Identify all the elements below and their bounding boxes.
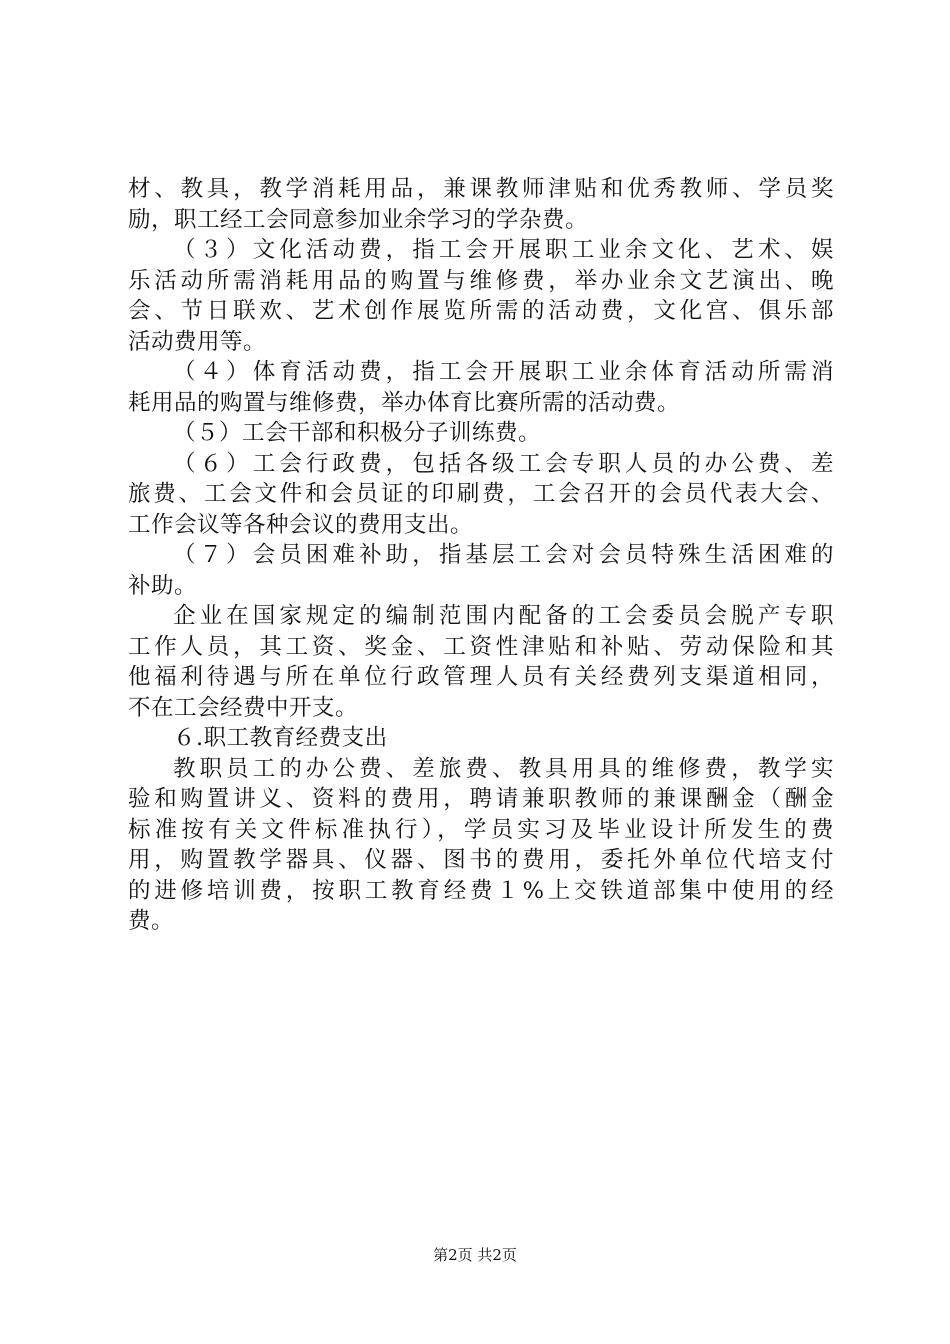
text-line: 教职员工的办公费、差旅费、教具用具的维修费，教学实	[173, 755, 834, 782]
text-line: 费。	[128, 908, 175, 934]
text-line: 耗用品的购置与维修费，举办体育比赛所需的活动费。	[128, 389, 681, 416]
text-line: 活动费用等。	[128, 328, 267, 355]
text-line: 他福利待遇与所在单位行政管理人员有关经费列支渠道相同，	[128, 664, 834, 690]
text-line: 乐活动所需消耗用品的购置与维修费，举办业余文艺演出、晚	[128, 267, 834, 294]
page-number-footer: 第2页 共2页	[433, 1246, 517, 1264]
text-line: （６）工会行政费，包括各级工会专职人员的办公费、差	[173, 450, 834, 477]
text-line: （４）体育活动费，指工会开展职工业余体育活动所需消	[173, 359, 834, 385]
text-line: 旅费、工会文件和会员证的印刷费，工会召开的会员代表大会、	[128, 481, 834, 507]
text-line: 标准按有关文件标准执行），学员实习及毕业设计所发生的费	[128, 816, 834, 843]
text-line: （３）文化活动费，指工会开展职工业余文化、艺术、娱	[173, 237, 834, 263]
text-line: 不在工会经费中开支。	[128, 694, 359, 721]
text-line: 工作会议等各种会议的费用支出。	[128, 511, 474, 538]
text-line: 验和购置讲义、资料的费用，聘请兼职教师的兼课酬金（酬金	[128, 786, 834, 812]
text-line: 励，职工经工会同意参加业余学习的学杂费。	[128, 206, 589, 233]
text-line: 的进修培训费，按职工教育经费１%上交铁道部集中使用的经	[128, 877, 834, 904]
text-line: （５）工会干部和积极分子训练费。	[173, 420, 542, 446]
document-body	[128, 174, 834, 937]
text-line: 工作人员，其工资、奖金、工资性津贴和补贴、劳动保险和其	[128, 633, 834, 660]
text-line: 会、节日联欢、艺术创作展览所需的活动费，文化宫、俱乐部	[128, 298, 834, 324]
text-line: 补助。	[128, 572, 198, 599]
text-line: 企业在国家规定的编制范围内配备的工会委员会脱产专职	[173, 603, 834, 629]
text-line: （７）会员困难补助，指基层工会对会员特殊生活困难的	[173, 542, 834, 568]
text-line: 用，购置教学器具、仪器、图书的费用，委托外单位代培支付	[128, 847, 834, 873]
section-heading: ６.职工教育经费支出	[173, 725, 388, 751]
text-line: 材、教具，教学消耗用品，兼课教师津贴和优秀教师、学员奖	[128, 176, 834, 202]
